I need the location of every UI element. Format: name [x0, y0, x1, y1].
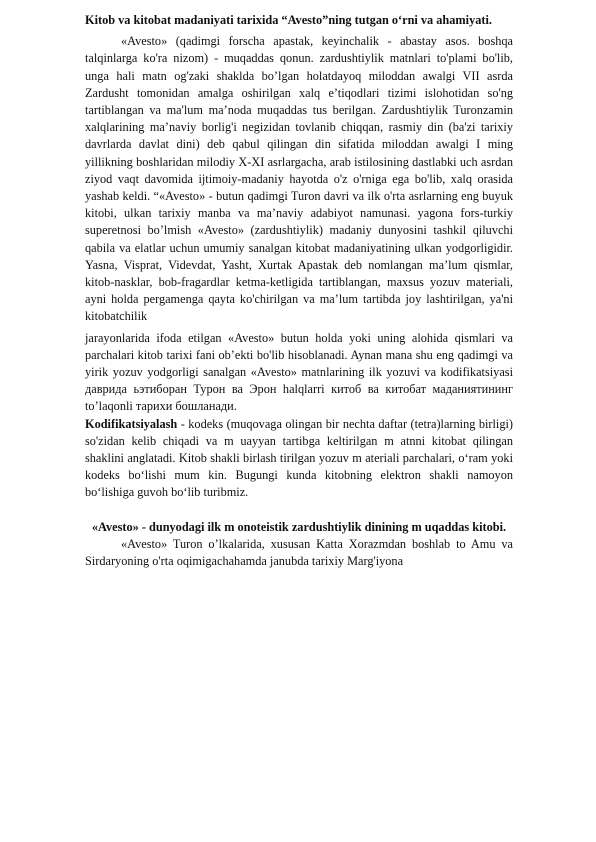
paragraph-avesto-history: jarayonlarida ifoda etilgan «Avesto» butun holda yoki uning alohida qismlari va parchalari kitob tarixi fani ob’ekti bo'lib hisoblanadi. Aynan mana shu eng qadimgi va yirik yozuv yodgorligi sanalgan «Avesto» matnlarining ilk yozuvi va kodifikatsiyasi даврида ьэтиборан Турон ва Эрон halqlarri китоб ва китобат маданиятининг to’laqonli тарихи бошланади. — [85, 330, 513, 414]
kodifikatsiya-definition: - kodeks (muqovaga olingan bir nechta daftar (tetra)larning birligi) so'zidan kelib chiqadi va m uayyan tartibga keltirilgan m atnni kitobat qilingan shaklini anglatadi. Kitob shakli birlash tirilgan yozuv m ateriali parchalari, o‘ram yoki kodeks bo‘lishi mum kin. Bugungi kunda kitobning elektron shakli namoyon bo‘lishiga guvoh bo‘lib turibmiz. — [85, 416, 513, 500]
section-heading: «Avesto» - dunyodagi ilk m onoteistik zardushtiylik dinining m uqaddas kitobi. — [91, 519, 507, 534]
paragraph-avesto-geography: «Avesto» Turon o’lkalarida, xususan Katta Xorazmdan boshlab to Amu va Sirdaryoning o'rta oqimigachahamda janubda tarixiy Marg'iyona — [85, 536, 513, 569]
kodifikatsiya-term: Kodifikatsiyalash — [85, 416, 178, 431]
document-page — [85, 12, 513, 570]
paragraph-kodifikatsiya — [85, 416, 513, 502]
section-title: Kitob va kitobat madaniyati tarixida “Avesto”ning tutgan o‘rni va ahamiyati. — [85, 13, 492, 27]
paragraph-avesto-intro: «Avesto» (qadimgi forscha apastak, keyinchalik - abastay asos. boshqa talqinlarga ko'ra nizom) - muqaddas qonun. zardushtiylik matnlari to'plami bo'lib, unga hali matn og'zaki shaklda bo’lgan holatdayoq miloddan awalgi VII asrda Zardusht tomonidan amalga oshirilgan xalq e’tiqodlari tizimi islohotidan so'ng tartiblangan va ma'lum ma’noda muqaddas tus berilgan. Zardushtiylik Turonzamin xalqlarining ma’naviy borlig'i negizidan tovlanib chiqqan, rasmiy din (ba'zi tarixiy davrlarda davlat dini) deb qabul qilingan din sifatida miloddan awalgi I ming yillikning boshlaridan milodiy X-XI asrlargacha, arab istilosining dastlabki uch asrdan ziyod vaqt davomida ijtimoiy-madaniy hayotda o'z o'rniga ega bo'lib, xalq orasida yashab keldi. “«Avesto» - butun qadimgi Turon davri va ilk o'rta asrlarning eng buyuk kitobi, ulkan tarixiy manba va ma’naviy adabiyot namunasi. yagona fors-turkiy superetnosi bo’lmish «Avesto» (zardushtiylik) madaniy dunyosini tashkil qiluvchi qabila va elatlar uchun umumiy sanalgan kitobat madaniyatining ulkan yodgorligidir. Yasna, Visprat, Videvdat, Yasht, Xurtak Apastak deb nomlangan ma’lum qismlar, kitob-nasklar, bob-fragardlar ketma-ketligida tartiblangan, maxsus yozuv materiali, ayni holda pergamenga qayta ko'chirilgan va ma’lum tartibda joy lashtirilgan, ya'ni kitobatchilik — [85, 34, 513, 324]
